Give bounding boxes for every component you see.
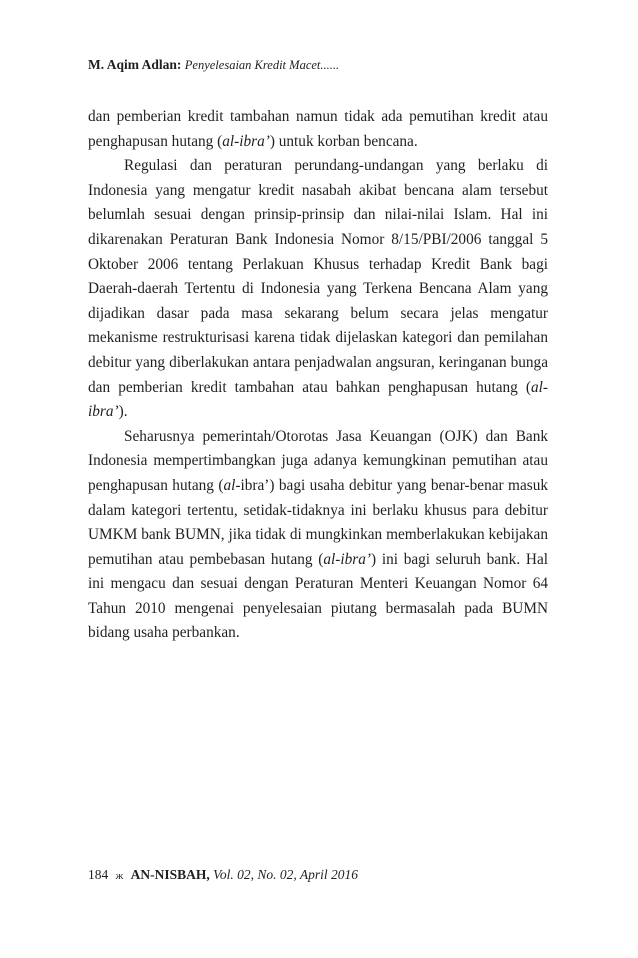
paragraph-1-text-b: ) untuk korban bencana. [269, 132, 418, 150]
journal-name: AN-NISBAH, [130, 867, 210, 882]
article-short-title: Penyelesaian Kredit Macet...... [184, 58, 340, 72]
paragraph-2-text-a: Regulasi dan peraturan perundang-undangan yang berlaku di Indonesia yang mengatur kredit nasabah akibat bencana alam tersebut belumlah sesuai dengan prinsip-prinsip dan nilai-nilai Islam. Hal ini dikarenakan Peraturan Bank Indonesia Nomor 8/15/PBI/2006 tanggal 5 Oktober 2006 tentang Perlakuan Khusus terhadap Kredit Bank bagi Daerah-daerah Tertentu di Indonesia yang Terkena Bencana Alam yang dijadikan dasar pada masa sekarang belum secara jelas mengatur mekanisme restrukturisasi karena tidak dijelaskan kategori dan pemilahan debitur yang diberlakukan antara penjadwalan angsuran, keringanan bunga dan pemberian kredit tambahan atau bahkan penghapusan hutang ( [88, 157, 548, 396]
separator-glyph: ж [115, 870, 124, 882]
paragraph-2 [88, 154, 548, 425]
term-al-ibra: al-ibra’ [323, 550, 371, 568]
paragraph-3-text-c: ) ini bagi seluruh bank. Hal ini mengacu dan sesuai dengan Peraturan Menteri Keuangan Nomor 64 Tahun 2010 mengenai penyelesaian piutang bermasalah pada BUMN bidang usaha perbankan. [88, 550, 548, 642]
body-text [88, 105, 548, 646]
term-al: al [223, 476, 236, 494]
page-footer [88, 867, 358, 883]
paragraph-3 [88, 425, 548, 646]
paragraph-2-text-b: ). [118, 403, 128, 421]
paragraph-1 [88, 105, 548, 154]
journal-issue: Vol. 02, No. 02, April 2016 [213, 867, 359, 882]
term-al-ibra: al-ibra’ [222, 132, 270, 150]
term-al-ibra: al-ibra’ [88, 378, 548, 421]
running-head [88, 57, 339, 73]
paragraph-3-text-b: -ibra’) bagi usaha debitur yang benar-benar masuk dalam kategori tertentu, setidak-tidaknya ini berlaku khusus para debitur UMKM bank BUMN, jika tidak di mungkinkan memberlakukan kebijakan pemutihan atau pembebasan hutang ( [88, 476, 548, 568]
author-name: M. Aqim Adlan: [88, 57, 182, 72]
paragraph-3-text-a: Seharusnya pemerintah/Otorotas Jasa Keuangan (OJK) dan Bank Indonesia mempertimbangkan juga adanya kemungkinan pemutihan atau penghapusan hutang ( [88, 427, 548, 494]
paragraph-1-text-a: dan pemberian kredit tambahan namun tidak ada pemutihan kredit atau penghapusan hutang ( [88, 108, 548, 150]
page-number: 184 [88, 867, 109, 882]
